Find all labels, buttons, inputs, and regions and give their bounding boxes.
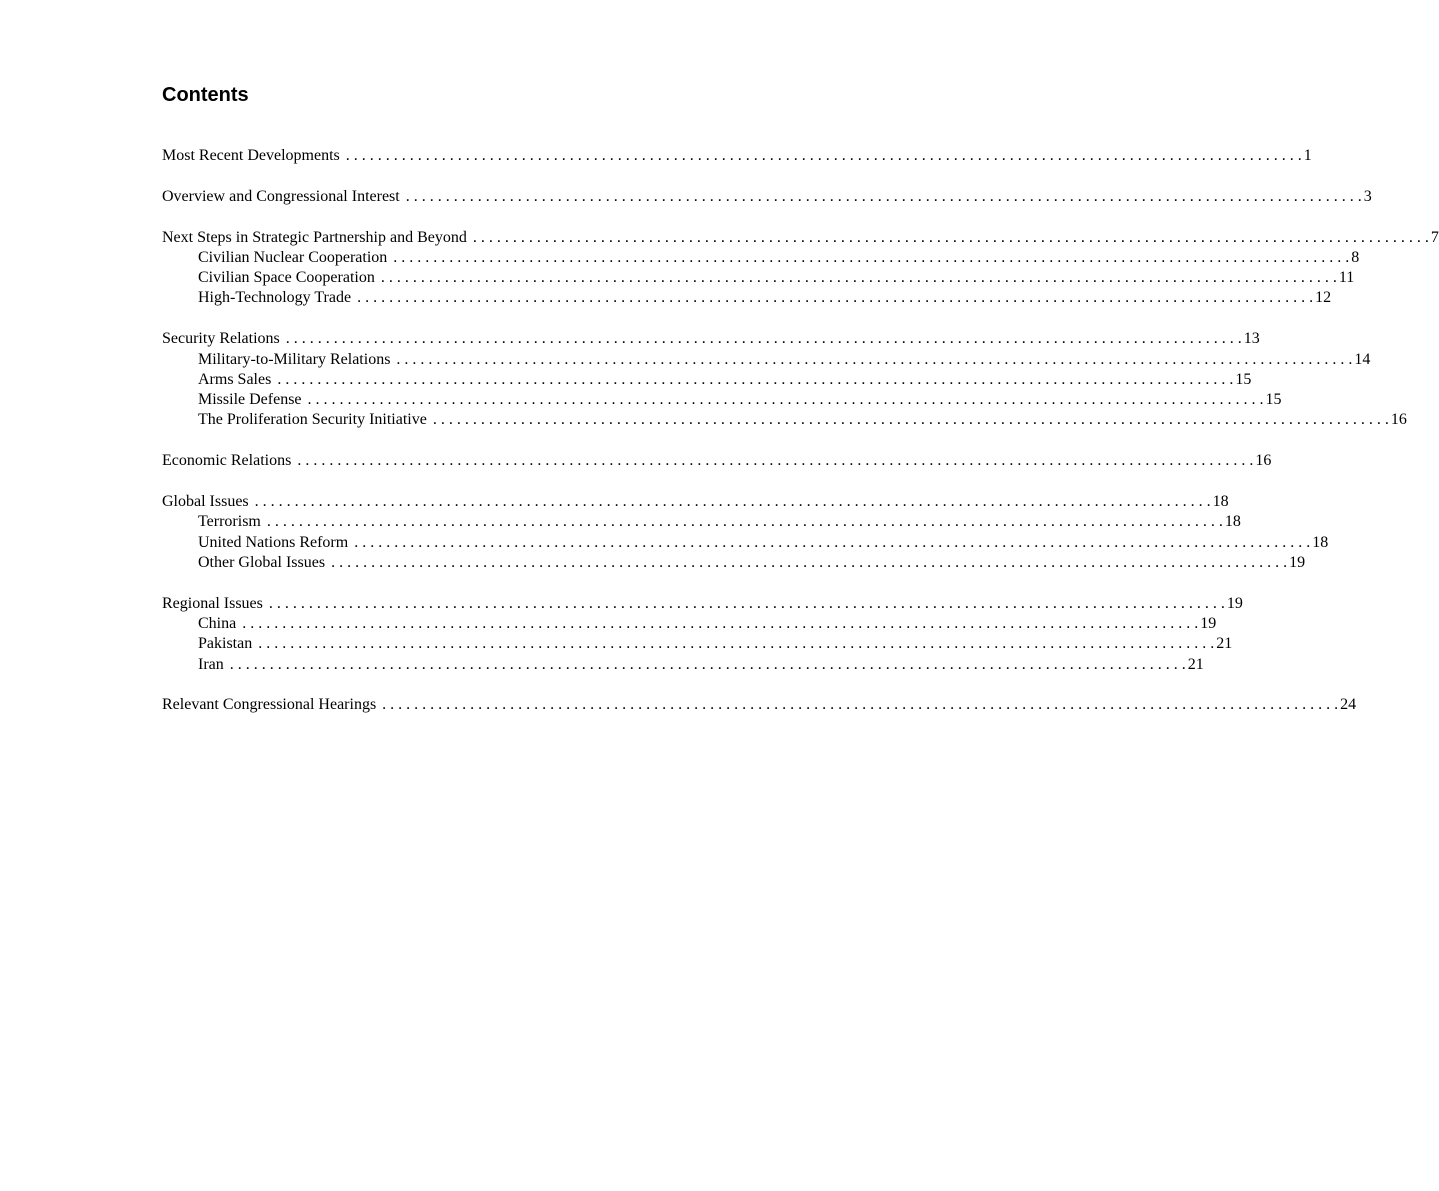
toc-section	[162, 146, 1312, 166]
toc-entry-label: Pakistan	[198, 635, 253, 653]
dot-leader: . . . . . . . . . . . . . . . . . . . . . . . . . . . . . . . . . . . . . . . . . . . . . . . . . . . . . . . . . . . . . . . . . . . . . . . . . . . . . . . . . . . . . . . . . . . . . . . . . . . . . . . . . . . . . . . . . . . . . . . .	[229, 655, 1186, 673]
dot-leader: . . . . . . . . . . . . . . . . . . . . . . . . . . . . . . . . . . . . . . . . . . . . . . . . . . . . . . . . . . . . . . . . . . . . . . . . . . . . . . . . . . . . . . . . . . . . . . . . . . . . . . . . . . . . . . . . . . . . . . . .	[254, 493, 1211, 511]
toc-entry-label: Regional Issues	[162, 594, 263, 612]
toc-entry-label: Arms Sales	[198, 370, 272, 388]
dot-leader: . . . . . . . . . . . . . . . . . . . . . . . . . . . . . . . . . . . . . . . . . . . . . . . . . . . . . . . . . . . . . . . . . . . . . . . . . . . . . . . . . . . . . . . . . . . . . . . . . . . . . . . . . . . . . . . . . . . . . . . .	[297, 452, 1254, 470]
toc-entry-page: 11	[1338, 269, 1355, 287]
toc-entry-label: Relevant Congressional Hearings	[162, 696, 377, 714]
toc-subentry[interactable]	[162, 614, 1217, 634]
toc-entry[interactable]	[162, 695, 1357, 715]
toc-entry-label: Iran	[198, 655, 224, 673]
toc-entry-page: 18	[1312, 533, 1329, 551]
dot-leader: . . . . . . . . . . . . . . . . . . . . . . . . . . . . . . . . . . . . . . . . . . . . . . . . . . . . . . . . . . . . . . . . . . . . . . . . . . . . . . . . . . . . . . . . . . . . . . . . . . . . . . . . . . . . . . . . . . . . . . . .	[472, 228, 1429, 246]
toc-entry[interactable]	[162, 451, 1272, 471]
dot-leader: . . . . . . . . . . . . . . . . . . . . . . . . . . . . . . . . . . . . . . . . . . . . . . . . . . . . . . . . . . . . . . . . . . . . . . . . . . . . . . . . . . . . . . . . . . . . . . . . . . . . . . . . . . . . . . . . . . . . . . . .	[277, 370, 1234, 388]
toc-entry[interactable]	[162, 329, 1260, 349]
dot-leader: . . . . . . . . . . . . . . . . . . . . . . . . . . . . . . . . . . . . . . . . . . . . . . . . . . . . . . . . . . . . . . . . . . . . . . . . . . . . . . . . . . . . . . . . . . . . . . . . . . . . . . . . . . . . . . . . . . . . . . . .	[242, 615, 1199, 633]
toc-section	[162, 492, 1329, 573]
toc-subentry[interactable]	[162, 248, 1360, 268]
toc-entry-label: Missile Defense	[198, 391, 302, 409]
toc-entry-page: 21	[1187, 655, 1204, 673]
toc-entry[interactable]	[162, 228, 1439, 248]
toc-entry-label: Global Issues	[162, 493, 249, 511]
toc-subentry[interactable]	[162, 533, 1329, 553]
toc-entry-label: Civilian Space Cooperation	[198, 269, 375, 287]
toc-entry[interactable]	[162, 594, 1243, 614]
toc-entry-label: The Proliferation Security Initiative	[198, 411, 427, 429]
toc-entry-page: 14	[1354, 350, 1371, 368]
toc-entry-page: 18	[1212, 493, 1229, 511]
toc-entry-page: 15	[1265, 391, 1282, 409]
dot-leader: . . . . . . . . . . . . . . . . . . . . . . . . . . . . . . . . . . . . . . . . . . . . . . . . . . . . . . . . . . . . . . . . . . . . . . . . . . . . . . . . . . . . . . . . . . . . . . . . . . . . . . . . . . . . . . . . . . . . . . . .	[354, 533, 1311, 551]
toc-entry-label: Most Recent Developments	[162, 147, 340, 164]
toc-section	[162, 451, 1272, 471]
toc-subentry[interactable]	[162, 288, 1332, 308]
toc-entry-page: 1	[1303, 147, 1312, 164]
dot-leader: . . . . . . . . . . . . . . . . . . . . . . . . . . . . . . . . . . . . . . . . . . . . . . . . . . . . . . . . . . . . . . . . . . . . . . . . . . . . . . . . . . . . . . . . . . . . . . . . . . . . . . . . . . . . . . . . . . . . . . . .	[357, 289, 1314, 307]
toc-entry-label: Security Relations	[162, 330, 280, 348]
toc-entry-page: 8	[1351, 248, 1360, 266]
toc-entry-page: 21	[1216, 635, 1233, 653]
toc-entry-label: Terrorism	[198, 513, 261, 531]
toc-subentry[interactable]	[162, 655, 1204, 675]
dot-leader: . . . . . . . . . . . . . . . . . . . . . . . . . . . . . . . . . . . . . . . . . . . . . . . . . . . . . . . . . . . . . . . . . . . . . . . . . . . . . . . . . . . . . . . . . . . . . . . . . . . . . . . . . . . . . . . . . . . . . . . .	[380, 269, 1337, 287]
table-of-contents	[162, 146, 1439, 736]
toc-entry[interactable]	[162, 492, 1229, 512]
toc-entry-page: 18	[1224, 513, 1241, 531]
dot-leader: . . . . . . . . . . . . . . . . . . . . . . . . . . . . . . . . . . . . . . . . . . . . . . . . . . . . . . . . . . . . . . . . . . . . . . . . . . . . . . . . . . . . . . . . . . . . . . . . . . . . . . . . . . . . . . . . . . . . . . . .	[266, 513, 1223, 531]
toc-section	[162, 329, 1407, 430]
toc-entry-page: 15	[1235, 370, 1252, 388]
toc-entry-page: 3	[1363, 187, 1372, 205]
dot-leader: . . . . . . . . . . . . . . . . . . . . . . . . . . . . . . . . . . . . . . . . . . . . . . . . . . . . . . . . . . . . . . . . . . . . . . . . . . . . . . . . . . . . . . . . . . . . . . . . . . . . . . . . . . . . . . . . . . . . . . . .	[396, 350, 1353, 368]
dot-leader: . . . . . . . . . . . . . . . . . . . . . . . . . . . . . . . . . . . . . . . . . . . . . . . . . . . . . . . . . . . . . . . . . . . . . . . . . . . . . . . . . . . . . . . . . . . . . . . . . . . . . . . . . . . . . . . . . . . . . . . .	[258, 635, 1215, 653]
toc-entry-label: China	[198, 615, 237, 633]
toc-subentry[interactable]	[162, 350, 1371, 370]
toc-entry[interactable]	[162, 146, 1312, 166]
toc-entry-page: 16	[1255, 452, 1272, 470]
toc-entry-page: 24	[1340, 696, 1357, 714]
toc-entry-label: Economic Relations	[162, 452, 292, 470]
toc-subentry[interactable]	[162, 390, 1282, 410]
toc-entry-label: Civilian Nuclear Cooperation	[198, 248, 388, 266]
toc-subentry[interactable]	[162, 553, 1306, 573]
toc-section	[162, 594, 1243, 675]
toc-section	[162, 228, 1439, 309]
toc-section	[162, 187, 1372, 207]
toc-entry-page: 12	[1315, 289, 1332, 307]
toc-entry-page: 19	[1289, 553, 1306, 571]
dot-leader: . . . . . . . . . . . . . . . . . . . . . . . . . . . . . . . . . . . . . . . . . . . . . . . . . . . . . . . . . . . . . . . . . . . . . . . . . . . . . . . . . . . . . . . . . . . . . . . . . . . . . . . . . . . . . . . . . . . . . . . .	[432, 411, 1389, 429]
toc-subentry[interactable]	[162, 512, 1241, 532]
toc-entry-page: 16	[1390, 411, 1407, 429]
toc-entry-label: United Nations Reform	[198, 533, 349, 551]
toc-entry-label: High-Technology Trade	[198, 289, 352, 307]
toc-entry-label: Other Global Issues	[198, 553, 326, 571]
dot-leader: . . . . . . . . . . . . . . . . . . . . . . . . . . . . . . . . . . . . . . . . . . . . . . . . . . . . . . . . . . . . . . . . . . . . . . . . . . . . . . . . . . . . . . . . . . . . . . . . . . . . . . . . . . . . . . . . . . . . . . . .	[345, 147, 1302, 164]
toc-entry-label: Military-to-Military Relations	[198, 350, 391, 368]
dot-leader: . . . . . . . . . . . . . . . . . . . . . . . . . . . . . . . . . . . . . . . . . . . . . . . . . . . . . . . . . . . . . . . . . . . . . . . . . . . . . . . . . . . . . . . . . . . . . . . . . . . . . . . . . . . . . . . . . . . . . . . .	[285, 330, 1242, 348]
toc-entry-label: Overview and Congressional Interest	[162, 187, 400, 205]
dot-leader: . . . . . . . . . . . . . . . . . . . . . . . . . . . . . . . . . . . . . . . . . . . . . . . . . . . . . . . . . . . . . . . . . . . . . . . . . . . . . . . . . . . . . . . . . . . . . . . . . . . . . . . . . . . . . . . . . . . . . . . .	[331, 553, 1288, 571]
page-title: Contents	[162, 84, 249, 106]
toc-section	[162, 695, 1357, 715]
dot-leader: . . . . . . . . . . . . . . . . . . . . . . . . . . . . . . . . . . . . . . . . . . . . . . . . . . . . . . . . . . . . . . . . . . . . . . . . . . . . . . . . . . . . . . . . . . . . . . . . . . . . . . . . . . . . . . . . . . . . . . . .	[268, 594, 1225, 612]
toc-subentry[interactable]	[162, 370, 1252, 390]
dot-leader: . . . . . . . . . . . . . . . . . . . . . . . . . . . . . . . . . . . . . . . . . . . . . . . . . . . . . . . . . . . . . . . . . . . . . . . . . . . . . . . . . . . . . . . . . . . . . . . . . . . . . . . . . . . . . . . . . . . . . . . .	[405, 187, 1362, 205]
toc-subentry[interactable]	[162, 634, 1233, 654]
dot-leader: . . . . . . . . . . . . . . . . . . . . . . . . . . . . . . . . . . . . . . . . . . . . . . . . . . . . . . . . . . . . . . . . . . . . . . . . . . . . . . . . . . . . . . . . . . . . . . . . . . . . . . . . . . . . . . . . . . . . . . . .	[393, 248, 1350, 266]
toc-entry-page: 19	[1200, 615, 1217, 633]
dot-leader: . . . . . . . . . . . . . . . . . . . . . . . . . . . . . . . . . . . . . . . . . . . . . . . . . . . . . . . . . . . . . . . . . . . . . . . . . . . . . . . . . . . . . . . . . . . . . . . . . . . . . . . . . . . . . . . . . . . . . . . .	[307, 391, 1264, 409]
toc-subentry[interactable]	[162, 410, 1407, 430]
toc-entry-page: 19	[1226, 594, 1243, 612]
toc-entry-label: Next Steps in Strategic Partnership and Beyond	[162, 228, 467, 246]
toc-subentry[interactable]	[162, 268, 1355, 288]
toc-entry[interactable]	[162, 187, 1372, 207]
toc-entry-page: 7	[1430, 228, 1439, 246]
dot-leader: . . . . . . . . . . . . . . . . . . . . . . . . . . . . . . . . . . . . . . . . . . . . . . . . . . . . . . . . . . . . . . . . . . . . . . . . . . . . . . . . . . . . . . . . . . . . . . . . . . . . . . . . . . . . . . . . . . . . . . . .	[382, 696, 1339, 714]
toc-entry-page: 13	[1243, 330, 1260, 348]
